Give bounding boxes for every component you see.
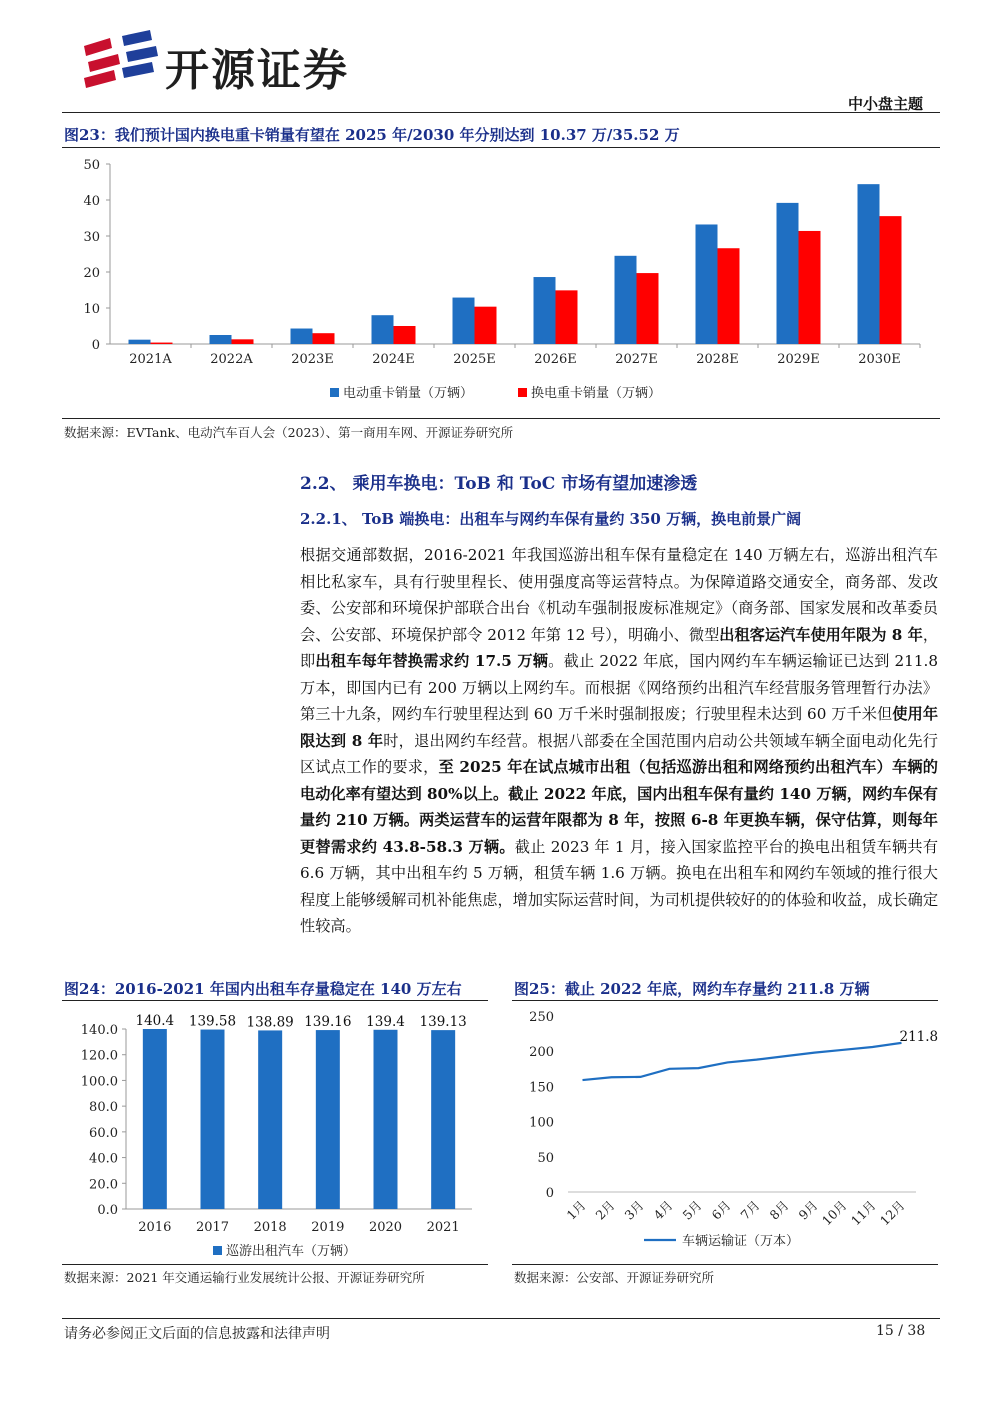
fig23-chart [62, 150, 940, 412]
y-tick-label: 40.0 [89, 1151, 118, 1167]
bar-taxi [201, 1030, 225, 1209]
x-tick-label: 2021A [129, 352, 172, 367]
legend-label: 巡游出租汽车（万辆） [226, 1244, 357, 1259]
paragraph-run: 时，退出网约车经营。根据八部委在全国范围内启动公共领域车辆全面电动化先行区试点工作的要求， [300, 731, 938, 776]
x-tick-label: 2025E [453, 352, 496, 367]
x-tick-label: 2023E [291, 352, 334, 367]
logo-mark-icon [80, 30, 160, 92]
paragraph-run: 出租车每年替换需求约 17.5 万辆 [315, 652, 549, 670]
bar-swap [880, 216, 902, 344]
data-label: 139.4 [366, 1013, 405, 1030]
bar-electric [129, 340, 151, 344]
x-tick-label: 2027E [615, 352, 658, 367]
bar-taxi [143, 1029, 167, 1209]
y-tick-label: 10 [83, 302, 100, 317]
bar-swap [637, 273, 659, 344]
y-tick-label: 50 [83, 158, 100, 173]
bar-electric [858, 184, 880, 344]
bar-taxi [374, 1030, 398, 1209]
y-tick-label: 40 [83, 194, 100, 209]
y-tick-label: 140.0 [80, 1023, 118, 1038]
legend-label: 电动重卡销量（万辆） [343, 386, 474, 401]
bar-swap [232, 339, 254, 344]
bar-swap [475, 307, 497, 344]
y-tick-label: 50 [537, 1150, 554, 1166]
bar-taxi [258, 1030, 282, 1209]
data-label: 140.4 [135, 1013, 175, 1029]
x-tick-label: 5月 [679, 1197, 705, 1223]
logo-text: 开源证券 [165, 45, 349, 96]
subsection-heading: 2.2.1、 ToB 端换电：出租车与网约车保有量约 350 万辆，换电前景广阔 [300, 510, 802, 528]
fig25-bottom-rule [512, 1264, 938, 1265]
paragraph-run: 出租客运汽车使用年限为 8 年 [719, 625, 923, 644]
x-tick-label: 2022A [210, 352, 253, 367]
paragraph-run: 根据交通部数据，2016-2021 年我国巡游出租车保有量稳定在 140 万辆左右，巡游出租汽车相比私家车，具有行驶里程长、使用强度高等运营特点。为保障道路交通安全，商务部、发改委、公安部和环境保护部联合出台《机动车强制报废标准规定》（商务部、国家发展和改革委员会、公安部、环境保护部令 2012 年第 12 号），明确小、微型 [300, 546, 938, 644]
section-tag: 中小盘主题 [848, 95, 924, 113]
fig24-bottom-rule [62, 1264, 488, 1265]
fig25-chart [512, 1000, 938, 1262]
fig23-title-rule [62, 147, 940, 148]
bar-swap [718, 248, 740, 344]
legend-label: 换电重卡销量（万辆） [531, 386, 662, 401]
x-tick-label: 2016 [138, 1220, 172, 1235]
y-tick-label: 0 [91, 338, 100, 353]
bar-electric [291, 329, 313, 344]
y-tick-label: 200 [529, 1045, 554, 1061]
fig23-bottom-rule [62, 418, 940, 419]
data-label: 139.13 [419, 1014, 467, 1031]
y-tick-label: 100.0 [80, 1074, 118, 1090]
paragraph-run: 。截止 2022 年底，国内网约车车辆运输证已达到 211.8 万本，即国内已有 200 万辆以上网约车。而根据《网络预约出租汽车经营服务管理暂行办法》第三十九条，网约车行驶里程达到 60 万千米时强制报废；行驶里程未达到 60 万千米但 [300, 652, 938, 723]
bar-swap [151, 343, 173, 344]
fig24-title: 图24：2016-2021 年国内出租车存量稳定在 140 万左右 [64, 980, 462, 998]
bar-taxi [431, 1030, 455, 1209]
x-tick-label: 2021 [426, 1220, 460, 1235]
bar-electric [210, 335, 232, 344]
x-tick-label: 7月 [737, 1197, 763, 1223]
x-tick-label: 9月 [795, 1197, 821, 1223]
y-tick-label: 120.0 [80, 1048, 118, 1064]
bar-electric [372, 315, 394, 344]
fig24-chart [62, 1000, 488, 1262]
footer-rule [62, 1318, 940, 1319]
x-tick-label: 11月 [847, 1197, 879, 1229]
paragraph-run: 至 2025 年在试点城市出租（包括巡游出租和网络预约出租汽车）车辆的电动化率有望达到 80%以上。截止 2022 年底，国内出租车保有量约 140 万辆，网约车保有量约 210 万辆。两类运营车的运营年限都为 8 年，按照 6-8 年更换车辆，保守估算，则每年更替需求约 43.8-58.3 万辆。 [300, 758, 938, 856]
body-paragraph [300, 542, 938, 940]
y-tick-label: 30 [83, 230, 100, 245]
section-heading: 2.2、 乘用车换电：ToB 和 ToC 市场有望加速渗透 [300, 474, 698, 494]
legend-swatch [518, 388, 527, 397]
y-tick-label: 20.0 [89, 1177, 118, 1193]
y-tick-label: 0.0 [97, 1203, 118, 1218]
bar-swap [799, 231, 821, 344]
bar-swap [394, 326, 416, 344]
x-tick-label: 2019 [311, 1220, 345, 1235]
logo [80, 30, 160, 92]
x-tick-label: 2030E [858, 352, 901, 367]
bar-swap [313, 333, 335, 344]
y-tick-label: 0 [545, 1186, 554, 1201]
paragraph-run: 使用年限达到 8 年 [300, 705, 939, 750]
x-tick-label: 3月 [621, 1197, 647, 1223]
legend-swatch [330, 388, 339, 397]
legend-swatch [213, 1246, 222, 1255]
bar-electric [615, 256, 637, 344]
x-tick-label: 2020 [368, 1220, 403, 1235]
bar-taxi [316, 1030, 340, 1209]
data-label: 138.89 [246, 1014, 294, 1031]
x-tick-label: 2月 [592, 1197, 618, 1223]
series-line [583, 1043, 902, 1080]
x-tick-label: 12月 [876, 1197, 908, 1229]
y-tick-label: 80.0 [89, 1100, 118, 1116]
x-tick-label: 2029E [777, 352, 820, 367]
x-tick-label: 2024E [372, 352, 415, 367]
paragraph-run: ，即 [300, 625, 938, 670]
fig25-title: 图25：截止 2022 年底，网约车存量约 211.8 万辆 [514, 980, 870, 998]
bar-electric [777, 203, 799, 344]
legend-label: 车辆运输证（万本） [682, 1234, 800, 1249]
x-tick-label: 2017 [195, 1220, 230, 1235]
y-tick-label: 250 [529, 1010, 554, 1025]
y-tick-label: 150 [529, 1080, 554, 1096]
y-tick-label: 60.0 [89, 1125, 118, 1141]
x-tick-label: 1月 [563, 1197, 589, 1223]
x-tick-label: 8月 [766, 1197, 792, 1223]
bar-swap [556, 290, 578, 344]
x-tick-label: 10月 [818, 1197, 850, 1229]
fig23-title: 图23：我们预计国内换电重卡销量有望在 2025 年/2030 年分别达到 10.37 万/35.52 万 [64, 126, 680, 144]
y-tick-label: 100 [529, 1115, 554, 1131]
x-tick-label: 4月 [650, 1197, 676, 1223]
bar-electric [534, 277, 556, 344]
fig23-source: 数据来源：EVTank、电动汽车百人会（2023）、第一商用车网、开源证券研究所 [64, 425, 514, 440]
data-label: 139.58 [188, 1013, 237, 1030]
bar-electric [696, 224, 718, 344]
data-label: 139.16 [304, 1014, 352, 1031]
end-data-label: 211.8 [899, 1028, 938, 1045]
fig24-source: 数据来源：2021 年交通运输行业发展统计公报、开源证券研究所 [64, 1270, 425, 1285]
paragraph-run: 截止 2023 年 1 月，接入国家监控平台的换电出租赁车辆共有 6.6 万辆，其中出租车约 5 万辆，租赁车辆 1.6 万辆。换电在出租车和网约车领域的推行很大程度上能够缓解司机补能焦虑，增加实际运营时间，为司机提供较好的的体验和收益，成长确定性较高。 [300, 837, 939, 935]
header-rule [62, 112, 940, 113]
fig25-source: 数据来源：公安部、开源证券研究所 [514, 1270, 715, 1285]
x-tick-label: 2018 [253, 1220, 287, 1235]
x-tick-label: 2026E [534, 352, 577, 367]
bar-electric [453, 298, 475, 344]
x-tick-label: 6月 [708, 1197, 734, 1223]
footer-disclaimer: 请务必参阅正文后面的信息披露和法律声明 [64, 1326, 330, 1342]
page-number: 15 / 38 [876, 1323, 926, 1339]
y-tick-label: 20 [83, 266, 100, 281]
x-tick-label: 2028E [696, 352, 739, 367]
